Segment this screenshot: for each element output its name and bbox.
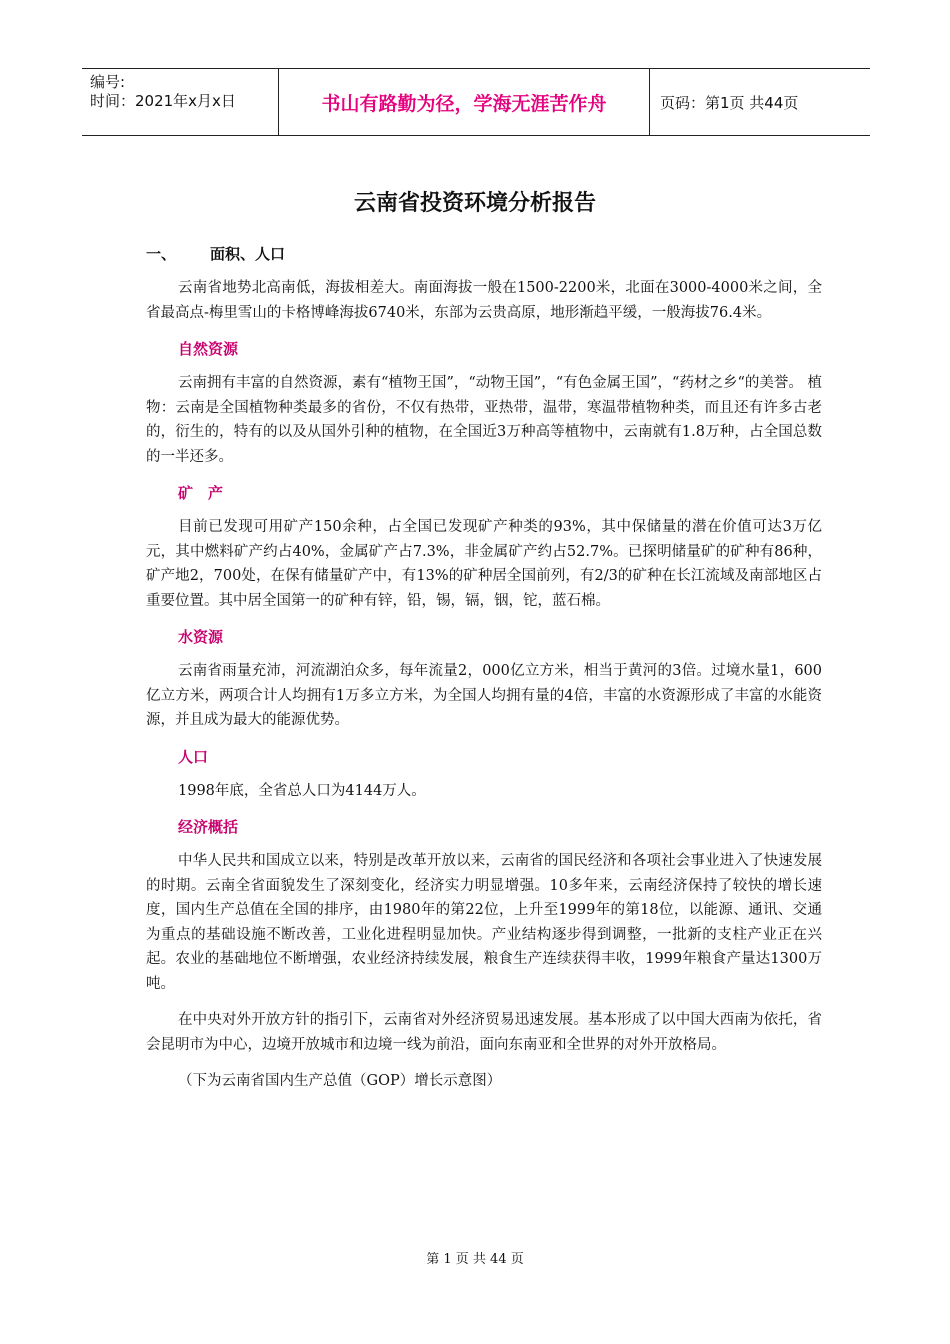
paragraph-minerals: 目前已发现可用矿产150余种，占全国已发现矿产种类的93%，其中保储量的潜在价值可达3万亿元，其中燃料矿产约占40%，金属矿产占7.3%，非金属矿产约占52.7%。已探明储量矿的矿种有86种，矿产地2，700处，在保有储量矿产中，有13%的矿种居全国前列，有2/3的矿种在长江流域及南部地区占重要位置。其中居全国第一的矿种有锌，铅，锡，镉，铟，铊，蓝石棉。	[146, 519, 822, 609]
document-title: 云南省投资环境分析报告	[353, 191, 596, 216]
paragraph-water-resources: 云南省雨量充沛，河流湖泊众多，每年流量2，000亿立方米，相当于黄河的3倍。过境水量1，600亿立方米，两项合计人均拥有1万多立方米，为全国人均拥有量的4倍，丰富的水资源形成了丰富的水能资源，并且成为最大的能源优势。	[146, 663, 822, 728]
header-motto: 书山有路勤为径，学海无涯苦作舟	[278, 69, 650, 135]
chart-caption: （下为云南省国内生产总值（GOP）增长示意图）	[178, 1073, 502, 1089]
subheading-water-resources: 水资源	[178, 628, 224, 646]
section-number: 一、	[146, 245, 177, 263]
subheading-minerals: 矿 产	[178, 484, 224, 502]
document-body	[146, 240, 822, 1094]
header-meta-cell	[82, 69, 278, 135]
paragraph-population: 1998年底，全省总人口为4144万人。	[178, 782, 426, 799]
page-footer: 第 1 页 共 44 页	[426, 1252, 524, 1267]
page-header-table	[82, 68, 870, 136]
subheading-natural-resources: 自然资源	[178, 340, 239, 358]
paragraph-terrain: 云南省地势北高南低，海拔相差大。南面海拔一般在1500-2200米，北面在3000-4000米之间，全省最高点-梅里雪山的卡格博峰海拔6740米，东部为云贵高原，地形渐趋平缓，一般海拔76.4米。	[146, 280, 822, 321]
paragraph-economy-opening: 在中央对外开放方针的指引下，云南省对外经济贸易迅速发展。基本形成了以中国大西南为依托，省会昆明市为中心，边境开放城市和边境一线为前沿，面向东南亚和全世界的对外开放格局。	[146, 1012, 822, 1053]
paragraph-natural-resources: 云南拥有丰富的自然资源，素有“植物王国”，“动物王国”，“有色金属王国”，“药材之乡“的美誉。 植物：云南是全国植物种类最多的省份，不仅有热带，亚热带，温带，寒温带植物种类，而且还有许多古老的，衍生的，特有的以及从国外引种的植物，在全国近3万种高等植物中，云南就有1.8万种，占全国总数的一半还多。	[146, 375, 822, 465]
subheading-economy: 经济概括	[178, 818, 239, 836]
doc-date: 时间：2021年x月x日	[90, 92, 236, 110]
subheading-population: 人口	[178, 747, 209, 766]
paragraph-economy-growth: 中华人民共和国成立以来，特别是改革开放以来，云南省的国民经济和各项社会事业进入了快速发展的时期。云南全省面貌发生了深刻变化，经济实力明显增强。10多年来，云南经济保持了较快的增长速度，国内生产总值在全国的排序，由1980年的第22位，上升至1999年的第18位，以能源、通讯、交通为重点的基础设施不断改善，工业化进程明显加快。产业结构逐步得到调整，一批新的支柱产业正在兴起。农业的基础地位不断增强，农业经济持续发展，粮食生产连续获得丰收，1999年粮食产量达1300万吨。	[146, 853, 822, 992]
section-heading-area-population	[146, 240, 822, 268]
doc-number-label: 编号:	[90, 73, 126, 91]
section-title: 面积、人口	[210, 245, 286, 263]
header-page-info: 页码：第1页 共44页	[660, 93, 799, 112]
